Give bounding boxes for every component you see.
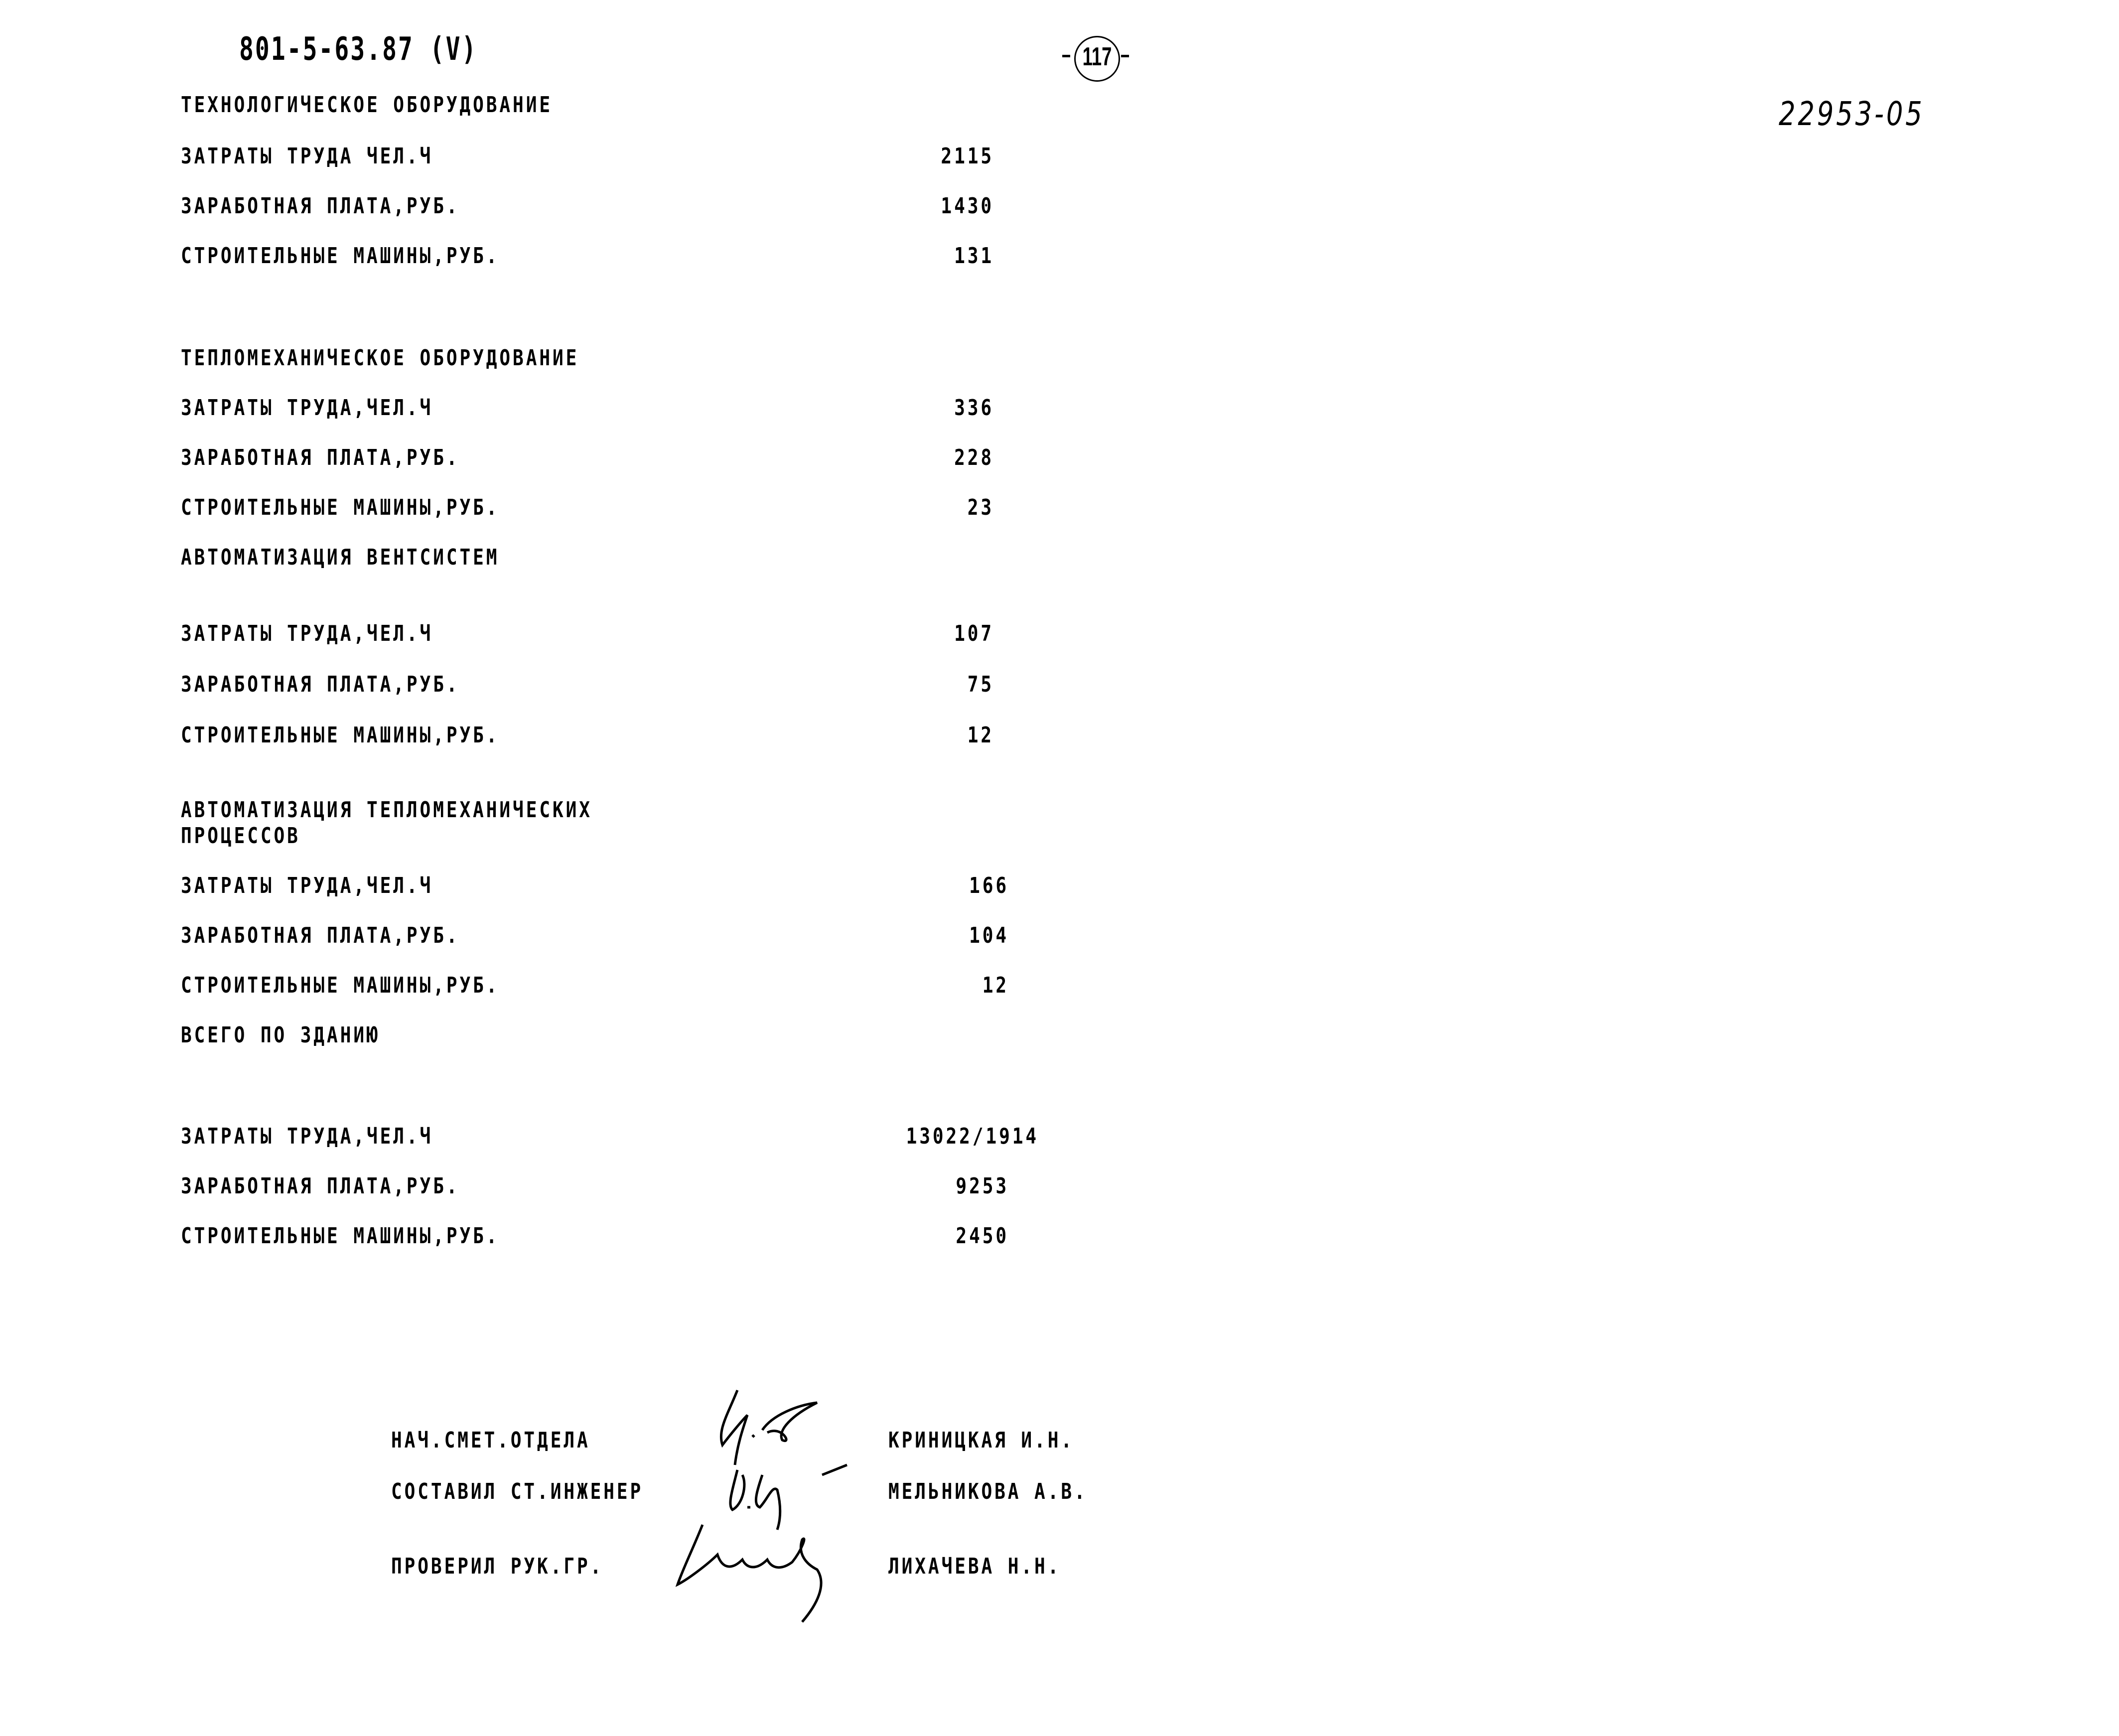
row-label: СТРОИТЕЛЬНЫЕ МАШИНЫ,РУБ. [181, 1223, 500, 1249]
row-label: ЗАРАБОТНАЯ ПЛАТА,РУБ. [181, 672, 460, 697]
signature-icon [668, 1515, 867, 1624]
signature-name: ЛИХАЧЕВА Н.Н. [888, 1554, 1061, 1579]
section-title: АВТОМАТИЗАЦИЯ ТЕПЛОМЕХАНИЧЕСКИХ [181, 797, 592, 823]
row-value: 13022/1914 [906, 1124, 1039, 1149]
row-label: ЗАТРАТЫ ТРУДА,ЧЕЛ.Ч [181, 1124, 433, 1149]
row-label: СТРОИТЕЛЬНЫЕ МАШИНЫ,РУБ. [181, 243, 500, 269]
section-title: ВСЕГО ПО ЗДАНИЮ [181, 1022, 380, 1048]
row-value: 75 [967, 672, 994, 697]
row-value: 228 [954, 445, 994, 470]
row-label: ЗАРАБОТНАЯ ПЛАТА,РУБ. [181, 923, 460, 948]
section-title: АВТОМАТИЗАЦИЯ ВЕНТСИСТЕМ [181, 545, 500, 570]
row-label: ЗАТРАТЫ ТРУДА,ЧЕЛ.Ч [181, 873, 433, 898]
signature-role: СОСТАВИЛ СТ.ИНЖЕНЕР [391, 1479, 644, 1504]
row-label: ЗАТРАТЫ ТРУДА,ЧЕЛ.Ч [181, 621, 433, 646]
row-value: 1430 [941, 193, 994, 219]
row-value: 131 [954, 243, 994, 269]
row-label: СТРОИТЕЛЬНЫЕ МАШИНЫ,РУБ. [181, 495, 500, 520]
row-value: 23 [967, 495, 994, 520]
row-value: 12 [967, 723, 994, 748]
signature-name: МЕЛЬНИКОВА А.В. [888, 1479, 1088, 1504]
signature-name: КРИНИЦКАЯ И.Н. [888, 1428, 1074, 1453]
dash-left [1062, 55, 1070, 57]
section-title: ТЕХНОЛОГИЧЕСКОЕ ОБОРУДОВАНИЕ [181, 92, 553, 118]
dash-right [1121, 55, 1129, 57]
row-value: 104 [969, 923, 1009, 948]
row-label: ЗАТРАТЫ ТРУДА,ЧЕЛ.Ч [181, 395, 433, 421]
section-title: ТЕПЛОМЕХАНИЧЕСКОЕ ОБОРУДОВАНИЕ [181, 345, 579, 371]
row-value: 12 [982, 973, 1009, 998]
page-number: 117 [1082, 42, 1112, 71]
page-number-stamp [1055, 36, 1135, 81]
row-value: 336 [954, 395, 994, 421]
row-label: СТРОИТЕЛЬНЫЕ МАШИНЫ,РУБ. [181, 973, 500, 998]
signature-icon [707, 1385, 867, 1470]
row-value: 2450 [956, 1223, 1009, 1249]
section-title-line2: ПРОЦЕССОВ [181, 823, 300, 849]
row-label: ЗАРАБОТНАЯ ПЛАТА,РУБ. [181, 193, 460, 219]
row-value: 2115 [941, 144, 994, 169]
row-label: ЗАТРАТЫ ТРУДА ЧЕЛ.Ч [181, 144, 433, 169]
row-label: ЗАРАБОТНАЯ ПЛАТА,РУБ. [181, 445, 460, 470]
document-code: 801-5-63.87 (V) [239, 31, 478, 68]
inventory-number: 22953-05 [1779, 95, 1925, 133]
row-value: 107 [954, 621, 994, 646]
row-value: 166 [969, 873, 1009, 898]
row-label: ЗАРАБОТНАЯ ПЛАТА,РУБ. [181, 1173, 460, 1199]
signature-role: НАЧ.СМЕТ.ОТДЕЛА [391, 1428, 590, 1453]
row-label: СТРОИТЕЛЬНЫЕ МАШИНЫ,РУБ. [181, 723, 500, 748]
row-value: 9253 [956, 1173, 1009, 1199]
signature-role: ПРОВЕРИЛ РУК.ГР. [391, 1554, 604, 1579]
